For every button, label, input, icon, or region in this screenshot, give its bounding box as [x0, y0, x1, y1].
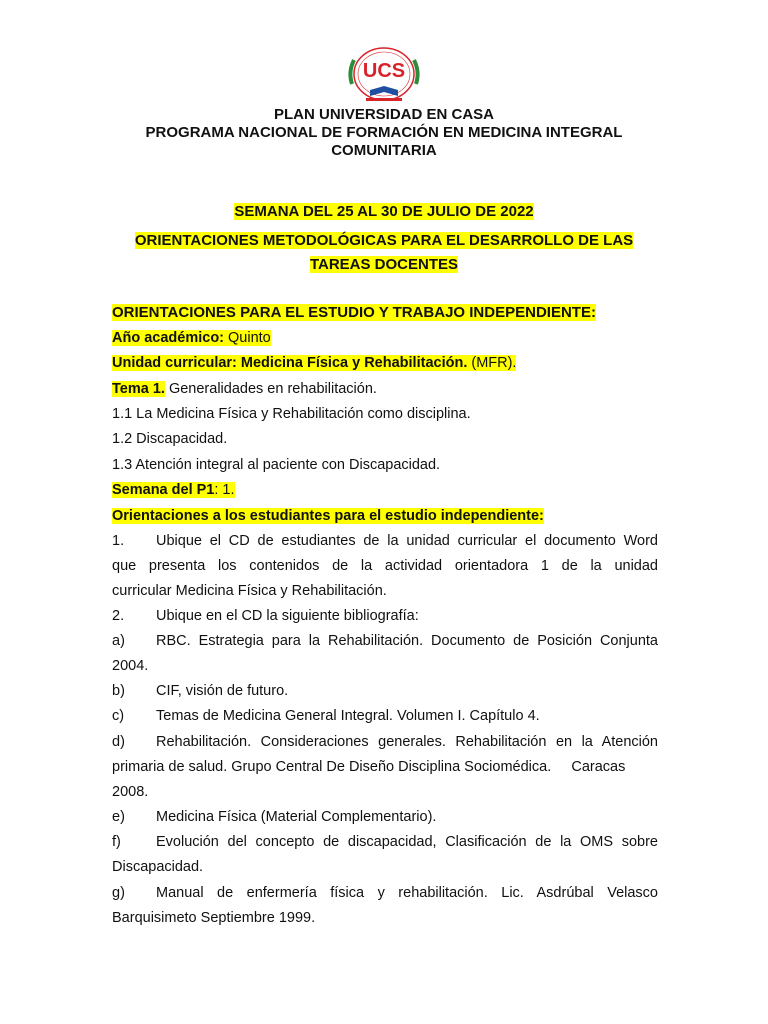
bib-d — [112, 730, 658, 755]
students-title-line — [112, 504, 658, 529]
topic-label: Tema 1. — [112, 381, 165, 397]
bib-g-label: g) — [112, 885, 125, 901]
subtopic-1: 1.1 La Medicina Física y Rehabilitación como disciplina. — [112, 406, 471, 422]
bib-d-cont-2: 2008. — [112, 784, 149, 800]
header-line-1: PLAN UNIVERSIDAD EN CASA — [273, 106, 495, 123]
bib-d-cont: primaria de salud. Grupo Central De Diseño Disciplina Sociomédica. Caracas — [112, 759, 626, 775]
bib-b-label: b) — [112, 683, 125, 699]
bib-c-text: Temas de Medicina General Integral. Volumen I. Capítulo 4. — [156, 708, 540, 724]
bib-g-text: Manual de enfermería física y rehabilitación. Lic. Asdrúbal Velasco — [156, 885, 658, 901]
subtopic-2: 1.2 Discapacidad. — [112, 431, 228, 447]
bib-a — [112, 629, 658, 654]
bib-f-cont: Discapacidad. — [112, 859, 204, 875]
week-p1-label: Semana del P1 — [112, 482, 215, 498]
bib-a-label: a) — [112, 633, 125, 649]
bib-e-text: Medicina Física (Material Complementario). — [156, 809, 437, 825]
orientations-title-1: ORIENTACIONES METODOLÓGICAS PARA EL DESARROLLO DE LAS — [134, 232, 634, 249]
week-p1-value: : 1. — [214, 482, 235, 498]
item-2 — [112, 604, 658, 629]
students-title: Orientaciones a los estudiantes para el estudio independiente: — [112, 508, 544, 524]
orientations-title-line-1 — [0, 231, 768, 250]
item-1-number: 1. — [112, 533, 125, 549]
orientations-title-line-2 — [0, 255, 768, 274]
bib-f-text: Evolución del concepto de discapacidad, Clasificación de la OMS sobre — [156, 834, 658, 850]
item-2-number: 2. — [112, 608, 125, 624]
topic-value: Generalidades en rehabilitación. — [164, 381, 377, 397]
bib-b-text: CIF, visión de futuro. — [156, 683, 289, 699]
bib-f-label: f) — [112, 834, 121, 850]
bib-f — [112, 830, 658, 855]
topic-line — [112, 377, 658, 402]
bib-c-label: c) — [112, 708, 125, 724]
header-line-2: PROGRAMA NACIONAL DE FORMACIÓN EN MEDICINA INTEGRAL — [145, 124, 623, 141]
unit-value: (MFR). — [467, 355, 517, 371]
year-line — [112, 326, 658, 351]
item-1-cont-2: curricular Medicina Física y Rehabilitación. — [112, 583, 387, 599]
orientations-title-2: TAREAS DOCENTES — [309, 256, 459, 273]
subtopic-3: 1.3 Atención integral al paciente con Discapacidad. — [112, 457, 441, 473]
bib-a-text: RBC. Estrategia para la Rehabilitación. Documento de Posición Conjunta — [156, 633, 658, 649]
bib-g-cont: Barquisimeto Septiembre 1999. — [112, 910, 316, 926]
week-title-line — [0, 202, 768, 221]
section-title: ORIENTACIONES PARA EL ESTUDIO Y TRABAJO INDEPENDIENTE: — [112, 304, 596, 321]
unit-line — [112, 351, 658, 376]
logo-wordmark: UCS — [362, 60, 406, 82]
ucs-logo — [336, 44, 432, 108]
bib-e — [112, 805, 658, 830]
year-value: Quinto — [224, 330, 271, 346]
bib-b — [112, 679, 658, 704]
week-p1-line — [112, 478, 658, 503]
item-1-cont-1: que presenta los contenidos de la actividad orientadora 1 de la unidad — [112, 558, 658, 574]
item-2-text: Ubique en el CD la siguiente bibliografía: — [156, 608, 419, 624]
bib-d-label: d) — [112, 734, 125, 750]
bib-d-text: Rehabilitación. Consideraciones generales. Rehabilitación en la Atención — [156, 734, 658, 750]
bib-g — [112, 881, 658, 906]
unit-label: Unidad curricular: Medicina Física y Rehabilitación. — [112, 355, 468, 371]
bib-e-label: e) — [112, 809, 125, 825]
item-1-text: Ubique el CD de estudiantes de la unidad curricular el documento Word — [156, 533, 658, 549]
header-line-3: COMUNITARIA — [331, 142, 437, 159]
bib-c — [112, 704, 658, 729]
year-label: Año académico: — [112, 330, 224, 346]
section-title-line — [112, 300, 658, 325]
bib-a-cont: 2004. — [112, 658, 149, 674]
week-title: SEMANA DEL 25 AL 30 DE JULIO DE 2022 — [234, 203, 534, 220]
item-1 — [112, 529, 658, 554]
